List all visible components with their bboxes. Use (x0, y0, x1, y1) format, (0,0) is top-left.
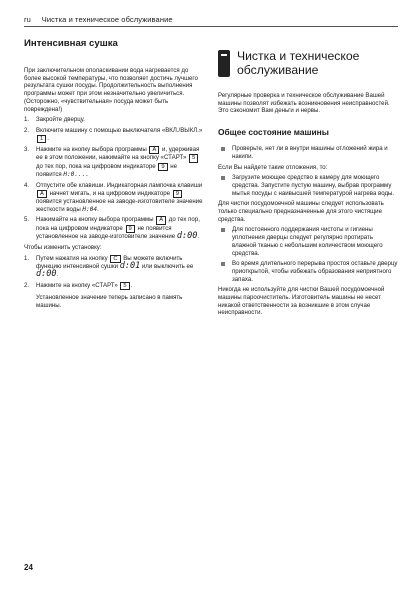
key-label: 9 (173, 190, 182, 198)
header-lang: ru (24, 15, 31, 24)
check-list (218, 145, 398, 160)
key-label: 5 (189, 154, 198, 162)
display-code: d:01 (119, 261, 141, 272)
step-item: 4. Отпустите обе клавиши. Индикаторная лампочка клавиши A начнет мигать, и на цифровом индикаторе 9 появится установленное на заводе-изготовителе значение жесткости воды H:04. (24, 181, 203, 213)
step-item: 2. Нажмите на кнопку «СТАРТ» 5 . Установленное значение теперь записано в память машины. (24, 282, 204, 310)
section-heading-drying: Интенсивная сушка (24, 38, 118, 49)
drying-steps (24, 116, 204, 241)
care-list (218, 226, 398, 283)
steam-cleaner-warning: Никогда не используйте для чистки Вашей посудомоечной машины пароочиститель. Изготовитель машины не несет никакой ответственности за возникшие в этом случае неисправности. (218, 286, 385, 317)
step-item: 2. Включите машину с помощью выключателя «ВКЛ./ВЫКЛ.» 1 . (24, 126, 203, 142)
change-setting-steps (24, 255, 204, 310)
remedy-list (218, 174, 398, 197)
running-header (24, 15, 173, 24)
maintenance-intro: Регулярные проверка и техническое обслуживание Вашей машины позволят избежать возникновения неисправностей. Это сэкономит Вам деньги и нервы. (218, 92, 390, 115)
step-item: 1. Путем нажатия на кнопку C Вы можете включить функцию интенсивной сушки d:01 или выключить ее d:00. (24, 254, 194, 279)
step-item: 1. Закройте дверцу. (24, 116, 85, 124)
display-code: d:00 (176, 231, 198, 242)
care-intro: Для чистки посудомоечной машины следует использовать только специально предназначенные для этого чистящие средства. (218, 200, 384, 223)
key-label: C (110, 255, 120, 263)
header-section: Чистка и техническое обслуживание (41, 15, 173, 24)
list-item: Во время длительного перерыва простоя оставьте дверцу приоткрытой, чтобы избежать образования неприятного запаха. (218, 260, 398, 283)
bullet-icon (218, 226, 232, 257)
if-found-text: Если Вы найдете такие отложения, то: (218, 163, 328, 171)
key-label: 1 (37, 135, 46, 143)
step-item: 3. Нажмите на кнопку выбора программы A и, удерживая ее в этом положении, нажимайте на кнопку «СТАРТ» 5 до тех пор, пока на цифровом индикаторе 9 не появится H:0.... (24, 146, 200, 179)
chapter-marker-icon (218, 50, 230, 77)
step-item: 5. Нажимайте на кнопку выбора программы A до тех пор, пока на цифровом индикаторе 9 не появится установленное на заводе-изготовителе значение d:00. (24, 216, 200, 242)
bullet-icon (218, 145, 232, 160)
step-note: Установленное значение теперь записано в память машины. (36, 293, 183, 309)
key-label: A (156, 216, 166, 224)
key-label: A (149, 146, 159, 154)
list-item: Для постоянного поддержания чистоты и гигиены уплотнения дверцы следует регулярно протирать влажной тканью с небольшим количеством моющего средства. (218, 226, 398, 257)
bullet-icon (218, 260, 232, 283)
chapter-title: Чистка и техническое обслуживание (237, 49, 360, 77)
key-label: 9 (126, 225, 135, 233)
page-number: 24 (24, 563, 33, 572)
list-item: Загрузите моющее средство в камеру для моющего средства. Запустите пустую машину, выбрав программу мытья посуды с наивысшей температурой нагрева воды. (218, 174, 398, 197)
display-code: H:0.... (63, 171, 90, 179)
display-code: H:04 (82, 205, 98, 213)
chapter-title-block (218, 50, 398, 77)
key-label: A (37, 190, 47, 198)
right-column (218, 38, 398, 320)
bullet-icon (218, 174, 232, 197)
key-label: 5 (120, 282, 129, 290)
left-column (24, 38, 204, 312)
section-heading-general: Общее состояние машины (218, 127, 329, 138)
key-label: 9 (158, 163, 167, 171)
display-code: d:00 (36, 268, 57, 279)
drying-intro: При заключительном ополаскивании вода нагревается до более высокой температуры, что позволяет достичь лучшего результата сушки посуды. Продолжительность выполнения программы может при этом незначительно увеличиться. (Осторожно, «чувствительная» посуда может быть повреждена!) (24, 67, 198, 113)
list-item: Проверьте, нет ли в внутри машины отложений жира и накипи. (218, 145, 398, 160)
header-rule (24, 26, 398, 27)
change-setting-heading: Чтобы изменить установку: (24, 243, 102, 251)
